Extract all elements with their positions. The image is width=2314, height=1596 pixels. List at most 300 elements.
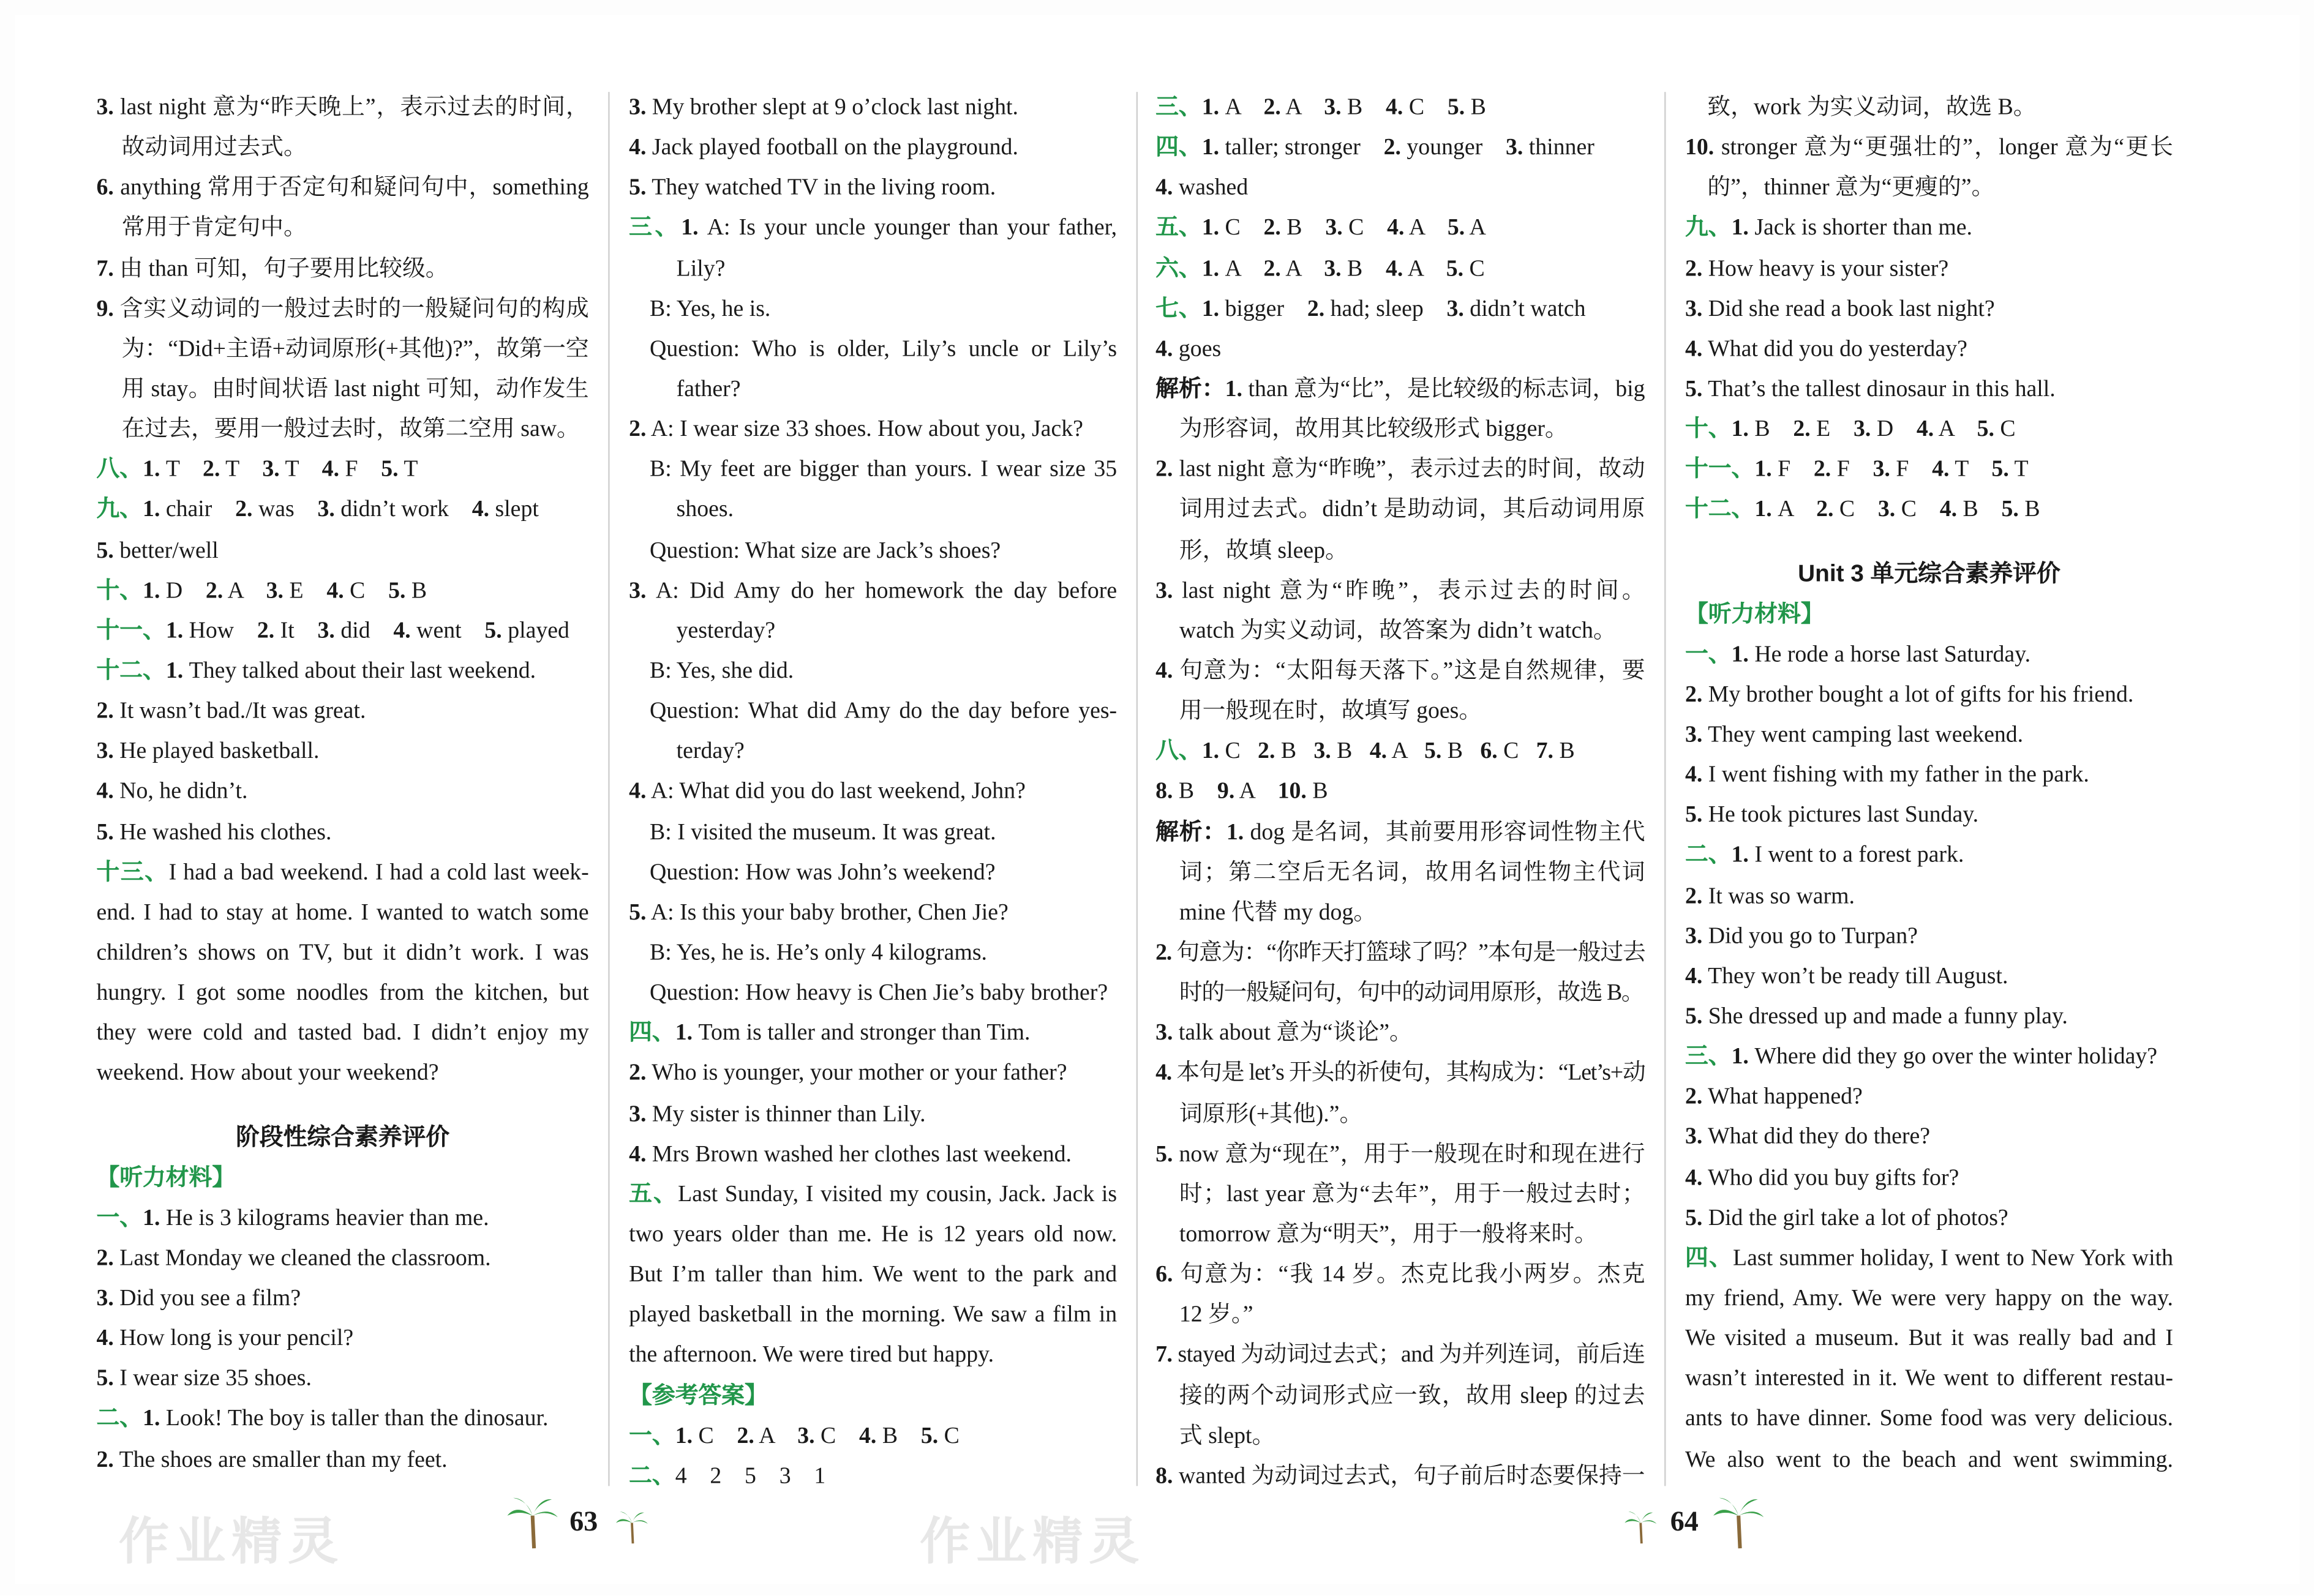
line-text: 在过去，要用一般过去时，故第二空用 saw。 <box>121 417 580 443</box>
text-line <box>1685 836 2173 876</box>
text-line <box>96 369 588 410</box>
item-number: 4. <box>1386 256 1403 282</box>
item-number: 1. <box>1754 497 1772 523</box>
item-number: 4. <box>471 497 490 523</box>
text-line <box>629 1134 1117 1174</box>
item-number: 2. <box>257 618 275 643</box>
line-text: 5. He took pictures last Sunday. <box>1685 803 1979 828</box>
text-line <box>629 691 1117 732</box>
item-number: 2. <box>1263 256 1281 282</box>
line-text: B: Yes, he is. <box>650 296 771 321</box>
line-text: 7. stayed 为动词过去式；and 为并列连词，前后连 <box>1155 1343 1645 1368</box>
text-line <box>629 208 1117 249</box>
line-text: they were cold and tasted bad. I didn’t enjoy my <box>96 1021 589 1046</box>
item-number: 3. <box>1325 215 1343 241</box>
item-number: 3. <box>1155 578 1173 604</box>
line-text: 1. Where did they go over the winter holiday? <box>1731 1044 2158 1070</box>
item-number: 1. <box>1201 296 1220 321</box>
item-number: 4. <box>1685 1164 1703 1191</box>
section-number: 一、 <box>96 1205 143 1231</box>
text-line <box>629 732 1117 772</box>
line-text: Question: What size are Jack’s shoes? <box>650 538 1001 563</box>
item-number: 8. <box>1155 779 1173 804</box>
text-line <box>96 249 588 289</box>
text-line <box>1155 208 1645 249</box>
line-text: 1. C 2. A 3. C 4. B 5. C <box>675 1423 960 1448</box>
text-line <box>96 450 588 490</box>
line-text: Question: Who is older, Lily’s uncle or Lily’s <box>650 336 1118 362</box>
palm-tree-icon <box>614 1510 650 1545</box>
text-line <box>96 772 588 812</box>
line-text: 4. I went fishing with my father in the park. <box>1685 762 2089 788</box>
text-line <box>1685 369 2173 410</box>
section-number: 七、 <box>1155 296 1202 321</box>
column-3 <box>1155 88 1645 1496</box>
section-number: 四、 <box>629 1021 675 1046</box>
text-line <box>1685 634 2173 675</box>
line-text: 4. How long is your pencil? <box>96 1325 354 1352</box>
line-text: 3. last night 意为“昨天晚上”，表示过去的时间， <box>96 95 589 121</box>
item-number: 1. <box>165 618 184 643</box>
item-number: 3. <box>96 739 114 765</box>
section-number: 十、 <box>96 578 143 604</box>
line-text: 3. What did they do there? <box>1685 1125 1931 1150</box>
text-line <box>1685 410 2173 450</box>
item-number: 4. <box>1155 1060 1172 1087</box>
line-text: 故动词用过去式。 <box>121 135 307 160</box>
section-number: 三、 <box>1685 1044 1732 1070</box>
column-divider <box>608 92 609 1486</box>
section-number: 六、 <box>1155 256 1202 282</box>
text-line <box>1155 128 1645 168</box>
item-number: 2. <box>96 1245 114 1271</box>
item-number: 4. <box>96 779 114 804</box>
item-number: 3. <box>1854 417 1871 443</box>
text-line <box>1685 795 2173 836</box>
item-number: 3. <box>96 1286 114 1311</box>
item-number: 2. <box>1816 497 1834 523</box>
line-text: 3. My sister is thinner than Lily. <box>629 1101 926 1126</box>
line-text: Question: How was John’s weekend? <box>650 860 996 885</box>
item-number: 1. <box>675 1021 693 1046</box>
line-text: 2. Who is younger, your mother or your father? <box>629 1060 1067 1087</box>
section-number: 八、 <box>1155 739 1202 765</box>
item-number: 5. <box>96 819 114 845</box>
text-line <box>96 893 588 933</box>
text-line <box>96 208 588 249</box>
line-text: Lily? <box>676 256 726 282</box>
line-text: tomorrow 意为“明天”，用于一般将来时。 <box>1179 1221 1598 1248</box>
line-text: 4. No, he didn’t. <box>96 779 248 804</box>
text-line <box>1155 973 1645 1013</box>
item-number: 2. <box>1793 417 1811 443</box>
item-number: 4. <box>1916 417 1934 443</box>
item-number: 4. <box>629 135 647 160</box>
line-text: wasn’t interested in it. We went to different restau- <box>1685 1366 2173 1392</box>
line-text: 3. last night 意为“昨晚”，表示过去的时间。 <box>1155 578 1645 604</box>
item-number: 3. <box>266 578 284 604</box>
text-line <box>96 1319 588 1359</box>
item-number: 5. <box>381 457 399 482</box>
watermark: 作业精灵 <box>919 1512 1146 1572</box>
text-line <box>629 812 1117 852</box>
item-number: 5. <box>1685 377 1703 402</box>
item-number: 2. <box>1813 457 1831 482</box>
text-line <box>629 128 1117 168</box>
line-text: 1. T 2. T 3. T 4. F 5. T <box>143 457 418 482</box>
section-heading: Unit 3 单元综合素养评价 <box>1798 561 2060 587</box>
column-4 <box>1685 88 2173 1480</box>
section-number: 三、 <box>629 215 682 241</box>
item-number: 4. <box>1155 336 1173 362</box>
line-text: 6. 句意为：“我 14 岁。杰克比我小两岁。杰克 <box>1155 1262 1645 1287</box>
text-line <box>1685 956 2173 997</box>
palm-tree-icon <box>1710 1495 1767 1551</box>
item-number: 3. <box>317 497 335 523</box>
item-number: 9. <box>1217 779 1235 804</box>
item-number: 4. <box>1685 336 1703 362</box>
line-text: Question: What did Amy do the day before yes- <box>650 699 1118 724</box>
text-line <box>1155 1215 1645 1255</box>
text-line <box>1155 490 1645 530</box>
line-text: 4. Who did you buy gifts for? <box>1685 1164 1959 1191</box>
line-text: 2. It wasn’t bad./It was great. <box>96 699 366 724</box>
item-number: 7. <box>1155 1343 1173 1368</box>
text-line <box>1685 1198 2173 1238</box>
line-text: 式 slept。 <box>1179 1423 1275 1448</box>
item-number: 3. <box>262 457 280 482</box>
line-text: 4. They won’t be ready till August. <box>1685 964 2008 989</box>
text-line <box>1685 755 2173 795</box>
text-line <box>96 1198 588 1238</box>
line-text: played basketball in the morning. We saw a film in <box>629 1302 1118 1328</box>
item-number: 2. <box>1685 681 1703 708</box>
text-line <box>1685 1319 2173 1359</box>
text-line <box>96 933 588 973</box>
text-line <box>96 1399 588 1439</box>
section-label: 【听力材料】 <box>1685 601 1824 627</box>
text-line <box>1685 1117 2173 1158</box>
line-text: hungry. I got some noodles from the kitchen, but <box>96 980 589 1006</box>
line-text: 12 岁。” <box>1179 1302 1253 1328</box>
column-2 <box>629 88 1117 1496</box>
item-number: 5. <box>484 618 502 643</box>
text-line <box>1155 88 1645 128</box>
item-number: 5. <box>1685 1205 1703 1231</box>
line-text: 致，work 为实义动词，故选 B。 <box>1707 95 2037 121</box>
text-line <box>629 1295 1117 1335</box>
line-text: 的”，thinner 意为“更瘦的”。 <box>1707 175 1995 201</box>
line-text: 4 2 5 3 1 <box>675 1463 826 1489</box>
line-text: 常用于肯定句中。 <box>121 215 307 241</box>
line-text: 3. talk about 意为“谈论”。 <box>1155 1021 1413 1046</box>
line-text: 4. Jack played football on the playground. <box>629 135 1018 160</box>
text-line <box>1685 168 2173 208</box>
line-text: 6. anything 常用于否定句和疑问句中，something <box>96 175 589 201</box>
text-line <box>1685 1439 2173 1480</box>
item-number: 5. <box>1447 215 1465 241</box>
item-number: 4. <box>1932 457 1950 482</box>
line-text: 2. My brother bought a lot of gifts for his friend. <box>1685 681 2134 708</box>
line-text: B: My feet are bigger than yours. I wear size 35 <box>650 457 1118 482</box>
line-text: 用 stay。由时间状语 last night 可知，动作发生 <box>121 377 589 402</box>
item-number: 3. <box>629 578 647 604</box>
item-number: 2. <box>737 1423 754 1448</box>
section-number: 五、 <box>1155 215 1202 241</box>
line-text: 1. How 2. It 3. did 4. went 5. played <box>165 618 569 643</box>
text-line <box>96 973 588 1013</box>
item-number: 1. <box>1754 457 1772 482</box>
text-line <box>1685 916 2173 956</box>
line-text: 4. washed <box>1155 175 1249 201</box>
item-number: 4. <box>1155 658 1173 684</box>
item-number: 2. <box>1263 215 1281 241</box>
item-number: 2. <box>1685 1084 1703 1110</box>
item-number: 1. <box>143 1205 160 1231</box>
section-number: 八、 <box>96 457 143 482</box>
line-text: 4. 句意为：“太阳每天落下。”这是自然规律，要 <box>1155 658 1645 684</box>
item-number: 5. <box>1446 256 1464 282</box>
line-text: 5. That’s the tallest dinosaur in this hall. <box>1685 377 2056 402</box>
item-number: 3. <box>629 95 647 121</box>
line-text: 时；last year 意为“去年”，用于一般过去时； <box>1179 1182 1645 1207</box>
item-number: 1. <box>1731 417 1749 443</box>
text-line <box>1155 611 1645 651</box>
item-number: 2. <box>96 1447 114 1472</box>
text-line <box>96 1054 588 1094</box>
text-line <box>1685 329 2173 369</box>
item-number: 3. <box>96 95 114 121</box>
text-line <box>1685 1359 2173 1399</box>
line-text: terday? <box>676 739 745 765</box>
item-number: 5. <box>629 175 647 201</box>
line-text: 4. 本句是 let’s 开头的祈使句，其构成为：“Let’s+动 <box>1155 1060 1645 1087</box>
text-line <box>629 852 1117 893</box>
text-line <box>1155 1335 1645 1376</box>
item-number: 2. <box>96 699 114 724</box>
line-text: 4. What did you do yesterday? <box>1685 336 1967 362</box>
item-number: 2. <box>629 417 647 443</box>
item-number: 3. <box>797 1423 815 1448</box>
item-number: 5. <box>96 1366 114 1392</box>
text-line <box>629 530 1117 571</box>
line-text: 1. dog 是名词，其前要用形容词性物主代 <box>1226 819 1645 845</box>
line-text: 1. B 2. E 3. D 4. A 5. C <box>1731 417 2016 443</box>
item-number: 5. <box>629 900 647 926</box>
line-text: 2. last night 意为“昨晚”，表示过去的时间，故动 <box>1155 457 1645 482</box>
item-number: 3. <box>1324 256 1342 282</box>
text-line <box>96 168 588 208</box>
text-line <box>96 691 588 732</box>
section-number: 四、 <box>1685 1245 1734 1271</box>
text-line <box>96 289 588 329</box>
line-text: 2. It was so warm. <box>1685 883 1855 909</box>
text-line <box>629 289 1117 329</box>
item-number: 3. <box>1155 1021 1173 1046</box>
item-number: 3. <box>1313 739 1331 765</box>
line-text: 1. They talked about their last weekend. <box>165 658 536 684</box>
item-number: 1. <box>143 497 160 523</box>
text-line <box>96 732 588 772</box>
line-text: 8. B 9. A 10. B <box>1155 779 1328 804</box>
text-line <box>629 1456 1117 1496</box>
text-line <box>1155 1174 1645 1215</box>
line-text: 1. than 意为“比”，是比较级的标志词，big <box>1225 377 1645 402</box>
section-number: 十二、 <box>1685 497 1755 523</box>
text-line <box>629 490 1117 530</box>
line-text: Last summer holiday, I went to New York with <box>1733 1245 2173 1271</box>
text-line <box>1155 852 1645 893</box>
section-number: 二、 <box>96 1406 143 1432</box>
column-divider <box>1664 92 1666 1486</box>
text-line <box>1155 1134 1645 1174</box>
text-line <box>629 1174 1117 1215</box>
text-line <box>1155 1416 1645 1456</box>
text-line <box>96 611 588 651</box>
analysis-label: 解析： <box>1155 819 1226 845</box>
text-line <box>96 651 588 691</box>
line-text: 5. A: Is this your baby brother, Chen Jie? <box>629 900 1009 926</box>
item-number: 2. <box>1155 457 1173 482</box>
item-number: 3. <box>629 1101 647 1126</box>
line-text: Question: How heavy is Chen Jie’s baby brother? <box>650 980 1108 1006</box>
item-number: 1. <box>1731 1044 1749 1070</box>
line-text: 3. A: Did Amy do her homework the day before <box>629 578 1118 604</box>
item-number: 3. <box>1324 95 1342 121</box>
item-number: 1. <box>1201 95 1220 121</box>
text-line <box>96 410 588 450</box>
line-text: 1. A 2. C 3. C 4. B 5. B <box>1754 497 2040 523</box>
text-line <box>1155 571 1645 611</box>
line-text: shoes. <box>676 497 734 523</box>
text-line <box>1685 1238 2173 1278</box>
line-text: 2. A: I wear size 33 shoes. How about you, Jack? <box>629 417 1083 443</box>
text-line <box>1685 997 2173 1037</box>
text-line <box>1685 715 2173 755</box>
text-line <box>629 410 1117 450</box>
text-line <box>1685 675 2173 715</box>
item-number: 4. <box>1685 762 1703 788</box>
item-number: 1. <box>1731 842 1749 869</box>
section-label: 【听力材料】 <box>96 1164 236 1191</box>
section-number: 九、 <box>96 497 143 523</box>
text-line <box>96 1439 588 1480</box>
line-text: 3. Did she read a book last night? <box>1685 296 1995 321</box>
item-number: 2. <box>1263 95 1281 121</box>
item-number: 1. <box>1226 819 1244 845</box>
text-line <box>1155 1094 1645 1134</box>
line-text: 4. A: What did you do last weekend, John? <box>629 779 1026 804</box>
text-line <box>629 1054 1117 1094</box>
text-line <box>96 1013 588 1054</box>
text-line <box>629 369 1117 410</box>
line-text: my friend, Amy. We were very happy on the way. <box>1685 1286 2173 1311</box>
item-number: 5. <box>1977 417 1994 443</box>
text-line <box>629 933 1117 973</box>
text-line <box>629 1013 1117 1054</box>
palm-tree-icon <box>505 1495 561 1551</box>
text-line <box>1155 772 1645 812</box>
text-line <box>629 88 1117 128</box>
text-line <box>96 1359 588 1399</box>
text-line <box>629 772 1117 812</box>
text-line <box>1685 490 2173 530</box>
item-number: 4. <box>1155 175 1173 201</box>
line-text: 3. He played basketball. <box>96 739 320 765</box>
line-text: the afternoon. We were tired but happy. <box>629 1343 994 1368</box>
line-text: 时的一般疑问句，句中的动词用原形，故选 B。 <box>1179 980 1644 1006</box>
line-text: 用一般现在时，故填写 goes。 <box>1179 699 1482 724</box>
text-line <box>96 1278 588 1319</box>
item-number: 1. <box>1201 135 1220 160</box>
item-number: 5. <box>388 578 406 604</box>
item-number: 1. <box>1731 215 1749 241</box>
line-text: 词用过去式。didn’t 是助动词，其后动词用原 <box>1179 497 1645 523</box>
section-number: 十三、 <box>96 860 169 885</box>
line-text: 为形容词，故用其比较级形式 bigger。 <box>1179 417 1568 443</box>
line-text: father? <box>676 377 741 402</box>
section-number: 十、 <box>1685 417 1732 443</box>
item-number: 2. <box>1383 135 1401 160</box>
item-number: 4. <box>393 618 411 643</box>
line-text: 2. 句意为：“你昨天打篮球了吗？”本句是一般过去 <box>1155 940 1645 965</box>
text-line <box>629 168 1117 208</box>
line-text: 10. stronger 意为“更强壮的”，longer 意为“更长 <box>1685 135 2173 160</box>
line-text: 1. He rode a horse last Saturday. <box>1731 642 2031 667</box>
line-text: 1. bigger 2. had; sleep 3. didn’t watch <box>1201 296 1586 321</box>
line-text: mine 代替 my dog。 <box>1179 900 1377 926</box>
item-number: 9. <box>96 296 114 321</box>
text-line <box>629 1335 1117 1376</box>
section-label: 【参考答案】 <box>629 1382 768 1409</box>
section-number: 二、 <box>629 1463 675 1489</box>
text-line <box>1155 1255 1645 1295</box>
line-text: 5. now 意为“现在”，用于一般现在时和现在进行 <box>1155 1141 1645 1167</box>
item-number: 6. <box>1155 1262 1173 1287</box>
line-text: children’s shows on TV, but it didn’t work. I was <box>96 940 589 965</box>
column-divider <box>1136 92 1138 1486</box>
text-line <box>1155 289 1645 329</box>
text-line <box>1155 933 1645 973</box>
item-number: 3. <box>1685 296 1703 321</box>
item-number: 10. <box>1277 779 1307 804</box>
line-text: end. I had to stay at home. I wanted to watch some <box>96 900 589 926</box>
text-line <box>629 1416 1117 1456</box>
item-number: 5. <box>1685 1003 1703 1030</box>
text-line <box>629 651 1117 691</box>
line-text: yesterday? <box>676 618 776 643</box>
line-text: 3. Did you see a film? <box>96 1286 301 1311</box>
line-text: B: Yes, he is. He’s only 4 kilograms. <box>650 940 987 965</box>
text-line <box>1155 893 1645 933</box>
item-number: 5. <box>1424 739 1442 765</box>
text-line <box>1685 1158 2173 1198</box>
text-line <box>629 571 1117 611</box>
text-line <box>96 1238 588 1278</box>
item-number: 4. <box>1386 95 1403 121</box>
watermark: 作业精灵 <box>118 1512 345 1572</box>
line-text: 2. How heavy is your sister? <box>1685 256 1949 282</box>
item-number: 4. <box>629 779 647 804</box>
item-number: 3. <box>1685 1125 1703 1150</box>
text-line <box>1155 410 1645 450</box>
text-line <box>96 490 588 530</box>
item-number: 3. <box>1505 135 1523 160</box>
line-text: But I’m taller than him. We went to the park and <box>629 1262 1118 1287</box>
section-number: 十一、 <box>1685 457 1755 482</box>
item-number: 1. <box>1731 642 1749 667</box>
line-text: I had a bad weekend. I had a cold last week- <box>168 860 589 885</box>
